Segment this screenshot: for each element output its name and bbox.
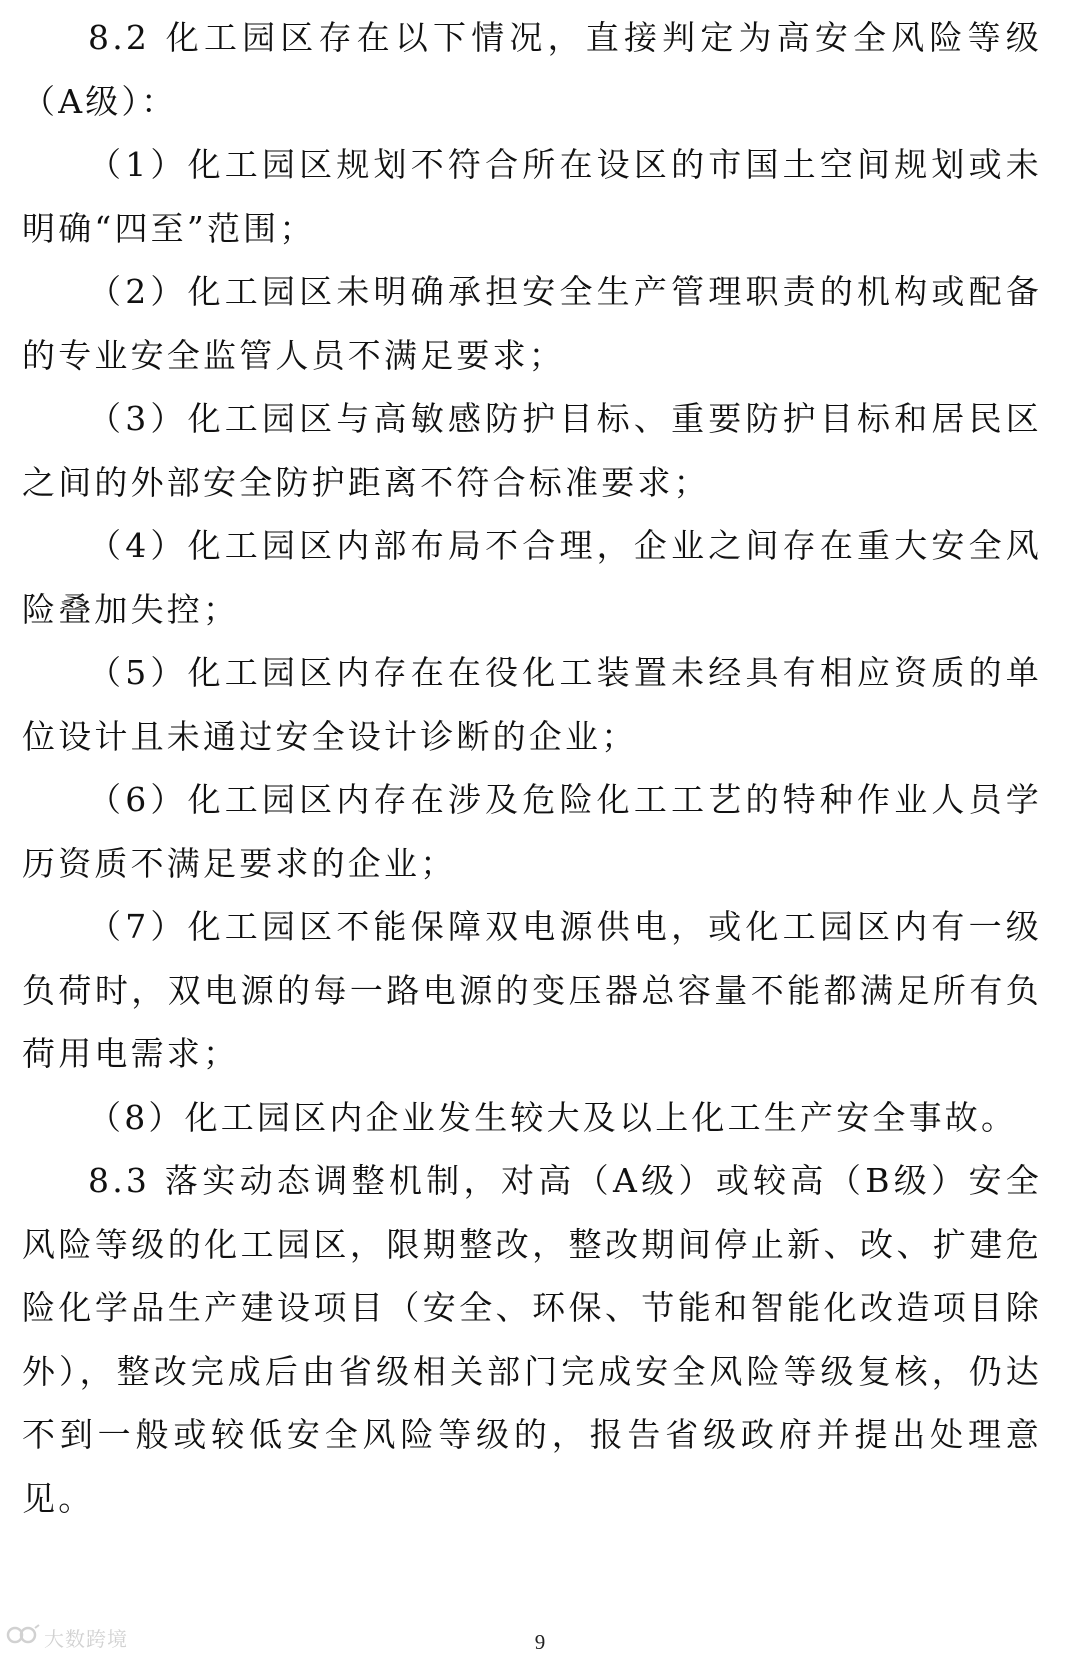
watermark-text: 大数跨境 [44, 1626, 128, 1651]
list-item-4: （4）化工园区内部布局不合理，企业之间存在重大安全风险叠加失控； [22, 526, 1042, 629]
document-body [22, 6, 1042, 1530]
list-item-2: （2）化工园区未明确承担安全生产管理职责的机构或配备的专业安全监管人员不满足要求； [22, 272, 1042, 375]
paragraph-8-3: 8.3 落实动态调整机制，对高（A级）或较高（B级）安全风险等级的化工园区，限期整改，整改期间停止新、改、扩建危险化学品生产建设项目（安全、环保、节能和智能化改造项目除外），整改完成后由省级相关部门完成安全风险等级复核，仍达不到一般或较低安全风险等级的，报告省级政府并提出处理意见。 [22, 1161, 1042, 1518]
list-item-5: （5）化工园区内存在在役化工装置未经具有相应资质的单位设计且未通过安全设计诊断的企业； [22, 653, 1042, 756]
paragraph-8-2: 8.2 化工园区存在以下情况，直接判定为高安全风险等级（A级）： [22, 18, 1042, 121]
list-item-3: （3）化工园区与高敏感防护目标、重要防护目标和居民区之间的外部安全防护距离不符合标准要求； [22, 399, 1042, 502]
list-item-8: （8）化工园区内企业发生较大及以上化工生产安全事故。 [88, 1097, 1018, 1137]
list-item-1: （1）化工园区规划不符合所在设区的市国土空间规划或未明确“四至”范围； [22, 145, 1042, 248]
page-number: 9 [534, 1630, 546, 1654]
list-item-6: （6）化工园区内存在涉及危险化工工艺的特种作业人员学历资质不满足要求的企业； [22, 780, 1042, 883]
list-item-7: （7）化工园区不能保障双电源供电，或化工园区内有一级负荷时，双电源的每一路电源的变压器总容量不能都满足所有负荷用电需求； [22, 907, 1042, 1073]
